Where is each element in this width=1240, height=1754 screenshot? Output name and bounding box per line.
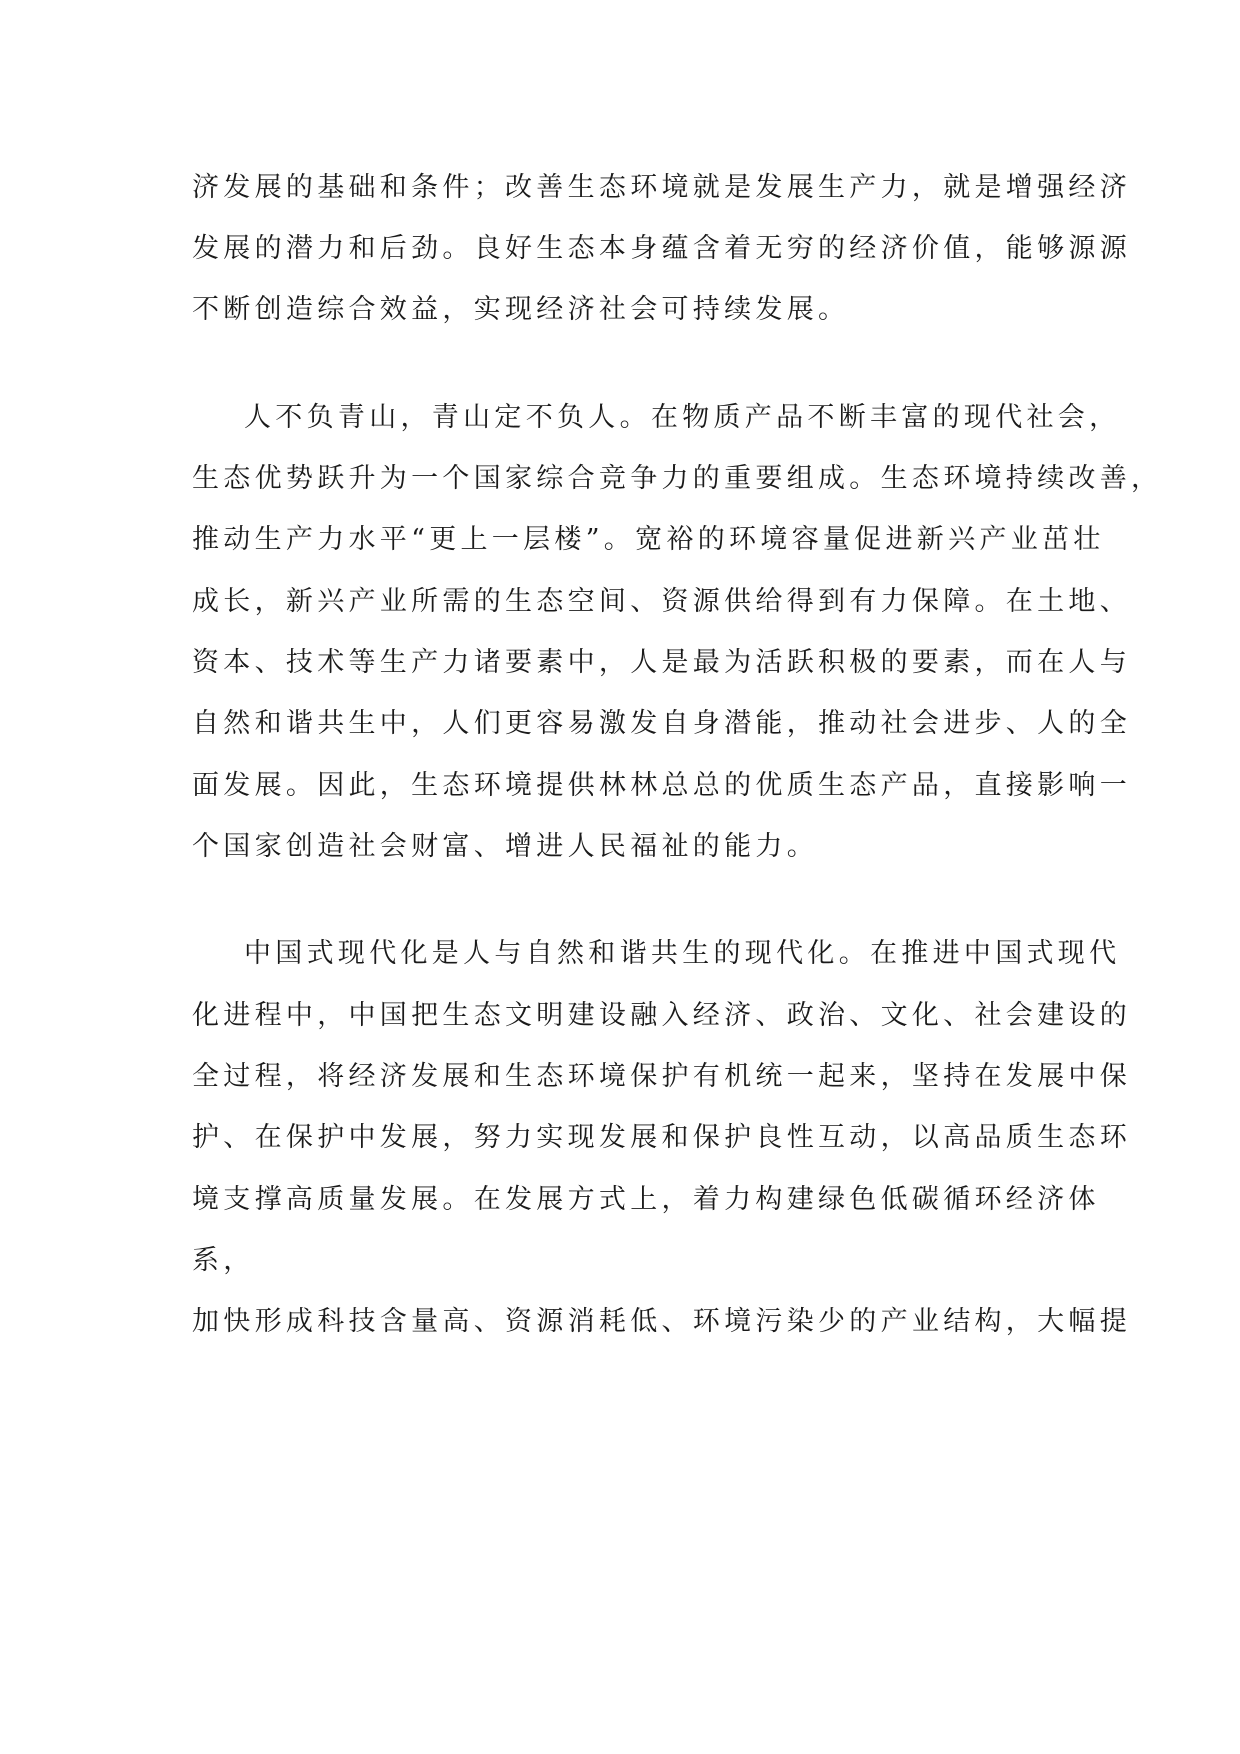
paragraph-1-line-1: 济发展的基础和条件；改善生态环境就是发展生产力，就是增强经济	[192, 172, 1131, 203]
paragraph-3-line-3: 全过程，将经济发展和生态环境保护有机统一起来，坚持在发展中保	[192, 1061, 1131, 1092]
paragraph-3-line-2: 化进程中，中国把生态文明建设融入经济、政治、文化、社会建设的	[192, 1000, 1131, 1031]
paragraph-2-line-7: 面发展。因此，生态环境提供林林总总的优质生态产品，直接影响一	[192, 770, 1131, 801]
paragraph-3-line-4: 护、在保护中发展，努力实现发展和保护良性互动，以高品质生态环	[192, 1122, 1131, 1153]
paragraph-2-line-4: 成长，新兴产业所需的生态空间、资源供给得到有力保障。在土地、	[192, 586, 1131, 617]
paragraph-3-line-5: 境支撑高质量发展。在发展方式上，着力构建绿色低碳循环经济体	[192, 1184, 1100, 1215]
paragraph-1-line-2: 发展的潜力和后劲。良好生态本身蕴含着无穷的经济价值，能够源源	[192, 233, 1131, 264]
paragraph-2-line-8: 个国家创造社会财富、增进人民福祉的能力。	[192, 831, 818, 862]
paragraph-2-line-3: 推动生产力水平“更上一层楼”。宽裕的环境容量促进新兴产业茁壮	[192, 524, 1105, 555]
paragraph-2-line-2: 生态优势跃升为一个国家综合竞争力的重要组成。生态环境持续改善，	[192, 463, 1163, 494]
paragraph-2-line-6: 自然和谐共生中，人们更容易激发自身潜能，推动社会进步、人的全	[192, 708, 1131, 739]
paragraph-3-line-7: 加快形成科技含量高、资源消耗低、环境污染少的产业结构，大幅提	[192, 1306, 1131, 1337]
paragraph-2-line-1: 人不负青山，青山定不负人。在物质产品不断丰富的现代社会，	[244, 402, 1121, 433]
paragraph-3-line-1: 中国式现代化是人与自然和谐共生的现代化。在推进中国式现代	[244, 938, 1121, 969]
paragraph-1-line-3: 不断创造综合效益，实现经济社会可持续发展。	[192, 294, 850, 325]
paragraph-2-line-5: 资本、技术等生产力诸要素中，人是最为活跃积极的要素，而在人与	[192, 647, 1131, 678]
paragraph-3-line-6: 系，	[192, 1245, 255, 1276]
